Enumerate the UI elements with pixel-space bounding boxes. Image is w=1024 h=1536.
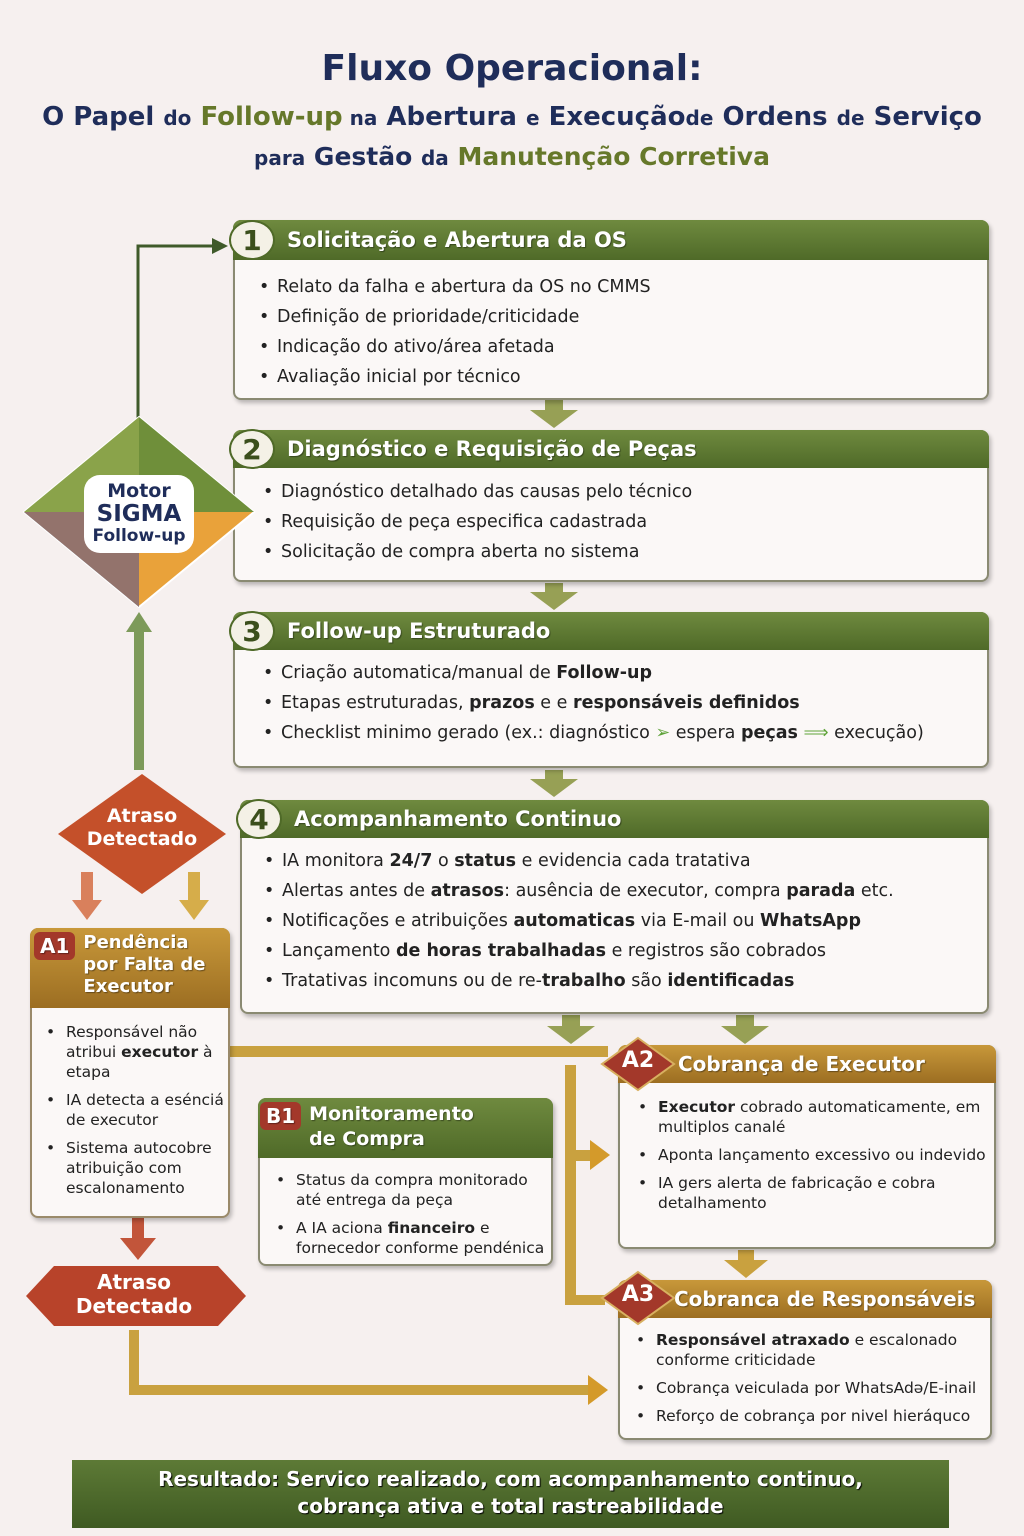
list-item <box>259 688 924 718</box>
title-segment: Manutenção Corretiva <box>448 142 770 171</box>
engine-label <box>62 480 216 546</box>
step-4-card <box>240 800 989 1014</box>
text-segment: etc. <box>855 881 894 901</box>
title-segment: Execução <box>539 102 686 132</box>
text-segment: Etapas estruturadas, <box>281 693 470 713</box>
title-segment: na <box>342 106 378 130</box>
a3-tag: A3 <box>621 1282 655 1307</box>
text-segment: Lançamento <box>282 941 396 961</box>
text-segment: parada <box>786 881 856 901</box>
text-segment: A IA aciona <box>296 1219 388 1237</box>
text-segment: : ausência de executor, compra <box>504 881 787 901</box>
list-item <box>255 272 651 302</box>
list-item <box>259 658 924 688</box>
title-segment: O Papel <box>42 102 164 132</box>
a1-list <box>44 1022 229 1206</box>
step-3-card <box>233 612 989 768</box>
text-segment: e e <box>534 693 573 713</box>
text-segment: peças <box>740 723 798 743</box>
list-item <box>255 302 651 332</box>
title-segment: e <box>525 106 540 130</box>
title-segment: Serviço <box>864 102 982 132</box>
list-item <box>259 507 692 537</box>
list-item <box>255 332 651 362</box>
list-item <box>636 1145 996 1165</box>
title-segment: Gestão <box>305 142 421 171</box>
arrow-icon: ⟹ <box>797 723 835 743</box>
a1-tag: A1 <box>34 932 75 960</box>
title-segment: de <box>685 106 714 130</box>
text-segment: Responsável não atribui <box>66 1023 198 1061</box>
b1-list <box>274 1170 554 1266</box>
step-2-header <box>233 430 989 468</box>
text-segment: IA gers alerta de fabricação e cobra detalhamento <box>658 1174 936 1212</box>
list-item <box>634 1406 996 1426</box>
delay-line-1: Atraso <box>96 1270 172 1294</box>
step-number: 1 <box>229 220 275 260</box>
a3-list <box>634 1330 996 1434</box>
list-item <box>260 876 894 906</box>
delay-line-2: Detectado <box>75 1294 193 1318</box>
text-segment: Reforço de cobrança por nivel hieráquco <box>656 1407 971 1425</box>
list-item <box>636 1173 996 1213</box>
list-item <box>260 966 894 996</box>
list-item <box>44 1090 229 1130</box>
up-arrow-head <box>126 612 152 632</box>
text-segment: execução) <box>834 723 924 743</box>
text-segment: Avaliação inicial por técnico <box>277 367 521 387</box>
text-segment: e escalonado conforme criticidade <box>656 1331 958 1369</box>
list-item <box>259 537 692 567</box>
step-1-card <box>233 220 989 400</box>
text-segment: à etapa <box>66 1043 213 1081</box>
text-segment: Tratativas incomuns ou de re- <box>282 971 542 991</box>
text-segment: prazos <box>469 693 535 713</box>
text-segment: cobrado automaticamente, em multiplos canalé <box>658 1098 981 1136</box>
text-segment: Status da compra monitorado até entrega da peça <box>296 1171 528 1209</box>
text-segment: Relato da falha e abertura da OS no CMMS <box>277 277 651 297</box>
text-segment: Notificações e atribuições <box>282 911 514 931</box>
text-segment: automaticas <box>513 911 636 931</box>
text-segment: de horas trabalhadas <box>395 941 607 961</box>
text-segment: atrasos <box>430 881 505 901</box>
title-segment: do <box>163 106 192 130</box>
text-segment: Checklist minimo gerado (ex.: diagnóstico <box>281 723 656 743</box>
a2-title: Cobrança de Executor <box>678 1052 925 1076</box>
result-banner <box>72 1460 949 1528</box>
text-segment: Solicitação de compra aberta no sistema <box>281 542 640 562</box>
text-segment: Criação automatica/manual de <box>281 663 557 683</box>
text-segment: IA detecta a esénciá de executor <box>66 1091 224 1129</box>
text-segment: o <box>432 851 455 871</box>
text-segment: 24/7 <box>389 851 433 871</box>
title-segment: Ordens <box>713 102 837 132</box>
text-segment: e evidencia cada tratativa <box>516 851 751 871</box>
step-2-card <box>233 430 989 582</box>
list-item <box>255 362 651 392</box>
text-segment: executor <box>121 1043 199 1061</box>
list-item <box>260 846 894 876</box>
page-title: Fluxo Operacional: <box>321 48 703 89</box>
text-segment: Responsável atraxado <box>656 1331 850 1349</box>
text-segment: Requisição de peça especifica cadastrada <box>281 512 648 532</box>
text-segment: Alertas antes de <box>282 881 431 901</box>
a3-title: Cobranca de Responsáveis <box>674 1287 976 1311</box>
text-segment: Indicação do ativo/área afetada <box>277 337 555 357</box>
text-segment: identificadas <box>667 971 795 991</box>
text-segment: via E-mail ou <box>635 911 761 931</box>
text-segment: responsáveis definidos <box>572 693 800 713</box>
list-item <box>634 1330 996 1370</box>
step-3-list <box>259 658 924 748</box>
step-1-list <box>255 272 651 392</box>
text-segment: status <box>454 851 517 871</box>
delay-detected-1 <box>56 805 228 851</box>
step-title: Solicitação e Abertura da OS <box>287 228 627 252</box>
text-segment: Cobrança veiculada por WhatsAdə/E-inail <box>656 1379 977 1397</box>
text-segment: espera <box>670 723 741 743</box>
a1-card <box>30 928 230 1218</box>
loop-arrowhead <box>212 238 228 254</box>
a2-tag: A2 <box>621 1048 655 1073</box>
a2-list <box>636 1097 996 1221</box>
text-segment: financeiro <box>387 1219 476 1237</box>
b1-title: Monitoramento de Compra <box>309 1103 474 1150</box>
list-item <box>260 906 894 936</box>
delay-detected-2 <box>24 1270 244 1318</box>
text-segment: Executor <box>658 1098 736 1116</box>
result-line-1: Resultado: Servico realizado, com acompanhamento continuo, <box>158 1467 863 1491</box>
text-segment: são <box>625 971 668 991</box>
list-item <box>636 1097 996 1137</box>
text-segment: Follow-up <box>556 663 652 683</box>
loop-line <box>138 246 215 420</box>
text-segment: trabalho <box>542 971 626 991</box>
title-segment: Abertura <box>377 102 526 132</box>
step-2-list <box>259 477 692 567</box>
delay-line-2: Detectado <box>86 828 198 850</box>
text-segment: IA monitora <box>282 851 390 871</box>
text-segment: WhatsApp <box>760 911 861 931</box>
text-segment: escalonamento <box>66 1179 185 1197</box>
list-item <box>274 1218 554 1258</box>
result-line-2: cobrança ativa e total rastreabilidade <box>297 1494 724 1518</box>
text-segment: Sistema autocobre atribuição com <box>66 1139 212 1177</box>
engine-line-2: SIGMA <box>96 501 182 527</box>
a1-title: Pendência por Falta de Executor <box>83 932 206 997</box>
step-title: Follow-up Estruturado <box>287 619 551 643</box>
step-number: 4 <box>236 799 282 839</box>
list-item <box>44 1138 229 1198</box>
step-4-list <box>260 846 894 996</box>
list-item <box>259 477 692 507</box>
title-segment: da <box>420 146 449 170</box>
title-segment: para <box>254 146 306 170</box>
list-item <box>259 718 924 748</box>
step-1-header <box>233 220 989 260</box>
engine-line-3: Follow-up <box>92 526 186 546</box>
text-segment: e registros são cobrados <box>606 941 827 961</box>
list-item <box>274 1170 554 1210</box>
step-number: 2 <box>229 429 275 469</box>
a1-header <box>30 928 230 1008</box>
step-3-header <box>233 612 989 650</box>
step-title: Acompanhamento Continuo <box>294 807 622 831</box>
text-segment: Definição de prioridade/criticidade <box>277 307 580 327</box>
b1-tag: B1 <box>260 1102 301 1130</box>
list-item <box>634 1378 996 1398</box>
title-segment: Follow-up <box>191 102 343 132</box>
step-title: Diagnóstico e Requisição de Peças <box>287 437 697 461</box>
engine-line-1: Motor <box>107 480 171 502</box>
b1-header <box>258 1098 553 1158</box>
delay-line-1: Atraso <box>106 805 178 827</box>
up-arrow-stem <box>134 630 144 770</box>
text-segment: Aponta lançamento excessivo ou indevido <box>658 1146 986 1164</box>
step-number: 3 <box>229 611 275 651</box>
title-segment: de <box>836 106 865 130</box>
b1-card <box>258 1098 553 1266</box>
arrow-icon: ➢ <box>655 723 671 743</box>
text-segment: e fornecedor conforme pendénica <box>296 1219 545 1257</box>
text-segment: Diagnóstico detalhado das causas pelo técnico <box>281 482 693 502</box>
list-item <box>44 1022 229 1082</box>
list-item <box>260 936 894 966</box>
step-4-header <box>240 800 989 838</box>
